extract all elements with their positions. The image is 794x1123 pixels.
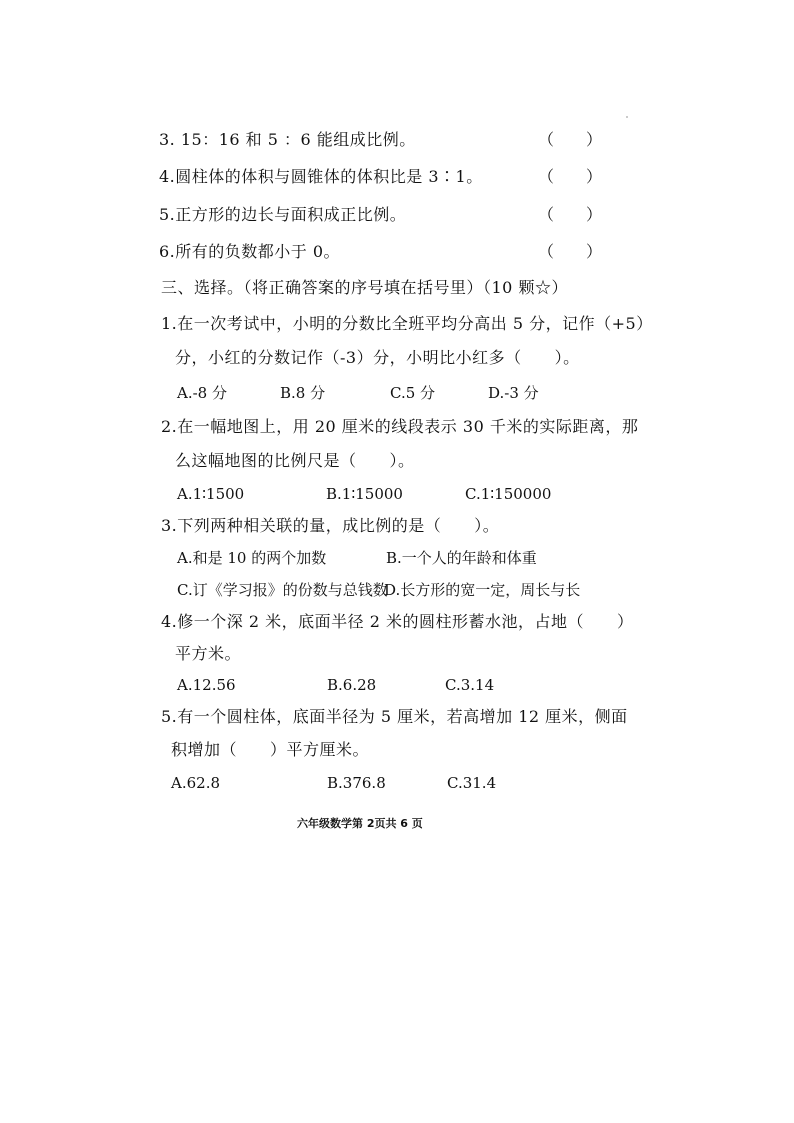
question-1-option-a[interactable]: A.-8 分 (177, 384, 227, 402)
question-1-option-d[interactable]: D.-3 分 (488, 384, 539, 402)
judgement-answer-blank-5[interactable]: （ ） (538, 205, 603, 224)
question-1-option-c[interactable]: C.5 分 (390, 384, 436, 402)
question-3-option-d[interactable]: D.长方形的宽一定，周长与长 (384, 581, 581, 599)
question-1-option-b[interactable]: B.8 分 (280, 384, 326, 402)
judgement-answer-blank-6[interactable]: （ ） (538, 242, 603, 261)
judgement-item-4: 4.圆柱体的体积与圆锥体的体积比是 3∶1。 (159, 167, 483, 186)
judgement-item-3: 3. 15：16 和 5 ：6 能组成比例。 (159, 130, 416, 149)
question-2-option-a[interactable]: A.1∶1500 (177, 485, 245, 503)
section-heading-choice: 三、选择。（将正确答案的序号填在括号里）（10 颗☆） (161, 278, 568, 297)
judgement-answer-blank-4[interactable]: （ ） (538, 167, 603, 186)
question-3-option-b[interactable]: B.一个人的年龄和体重 (386, 549, 537, 567)
question-4-line-1: 4.修一个深 2 米，底面半径 2 米的圆柱形蓄水池，占地（ ） (161, 612, 634, 631)
question-4-option-b[interactable]: B.6.28 (327, 676, 377, 694)
question-5-line-2: 积增加（ ）平方厘米。 (171, 740, 370, 759)
judgement-item-5: 5.正方形的边长与面积成正比例。 (159, 205, 407, 224)
question-2-line-1: 2.在一幅地图上，用 20 厘米的线段表示 30 千米的实际距离，那 (161, 417, 639, 436)
question-1-line-2: 分，小红的分数记作（-3）分，小明比小红多（ ）。 (175, 348, 580, 367)
question-4-option-a[interactable]: A.12.56 (177, 676, 236, 694)
judgement-answer-blank-3[interactable]: （ ） (538, 130, 603, 149)
question-4-option-c[interactable]: C.3.14 (445, 676, 495, 694)
question-5-option-c[interactable]: C.31.4 (447, 774, 497, 792)
question-2-option-b[interactable]: B.1∶15000 (326, 485, 403, 503)
question-5-line-1: 5.有一个圆柱体，底面半径为 5 厘米，若高增加 12 厘米，侧面 (161, 707, 628, 726)
question-5-option-a[interactable]: A.62.8 (171, 774, 220, 792)
judgement-item-6: 6.所有的负数都小于 0。 (159, 242, 341, 261)
question-4-line-2: 平方米。 (175, 644, 242, 663)
question-3-line-1: 3.下列两种相关联的量，成比例的是（ ）。 (161, 516, 500, 535)
question-5-option-b[interactable]: B.376.8 (327, 774, 386, 792)
scan-speck (626, 116, 628, 118)
question-2-line-2: 么这幅地图的比例尺是（ ）。 (175, 451, 415, 470)
page-footer: 六年级数学第 2页共 6 页 (297, 817, 423, 830)
question-1-line-1: 1.在一次考试中，小明的分数比全班平均分高出 5 分，记作（+5） (161, 314, 653, 333)
question-3-option-a[interactable]: A.和是 10 的两个加数 (177, 549, 327, 567)
question-3-option-c[interactable]: C.订《学习报》的份数与总钱数 (177, 581, 388, 599)
question-2-option-c[interactable]: C.1∶150000 (465, 485, 552, 503)
